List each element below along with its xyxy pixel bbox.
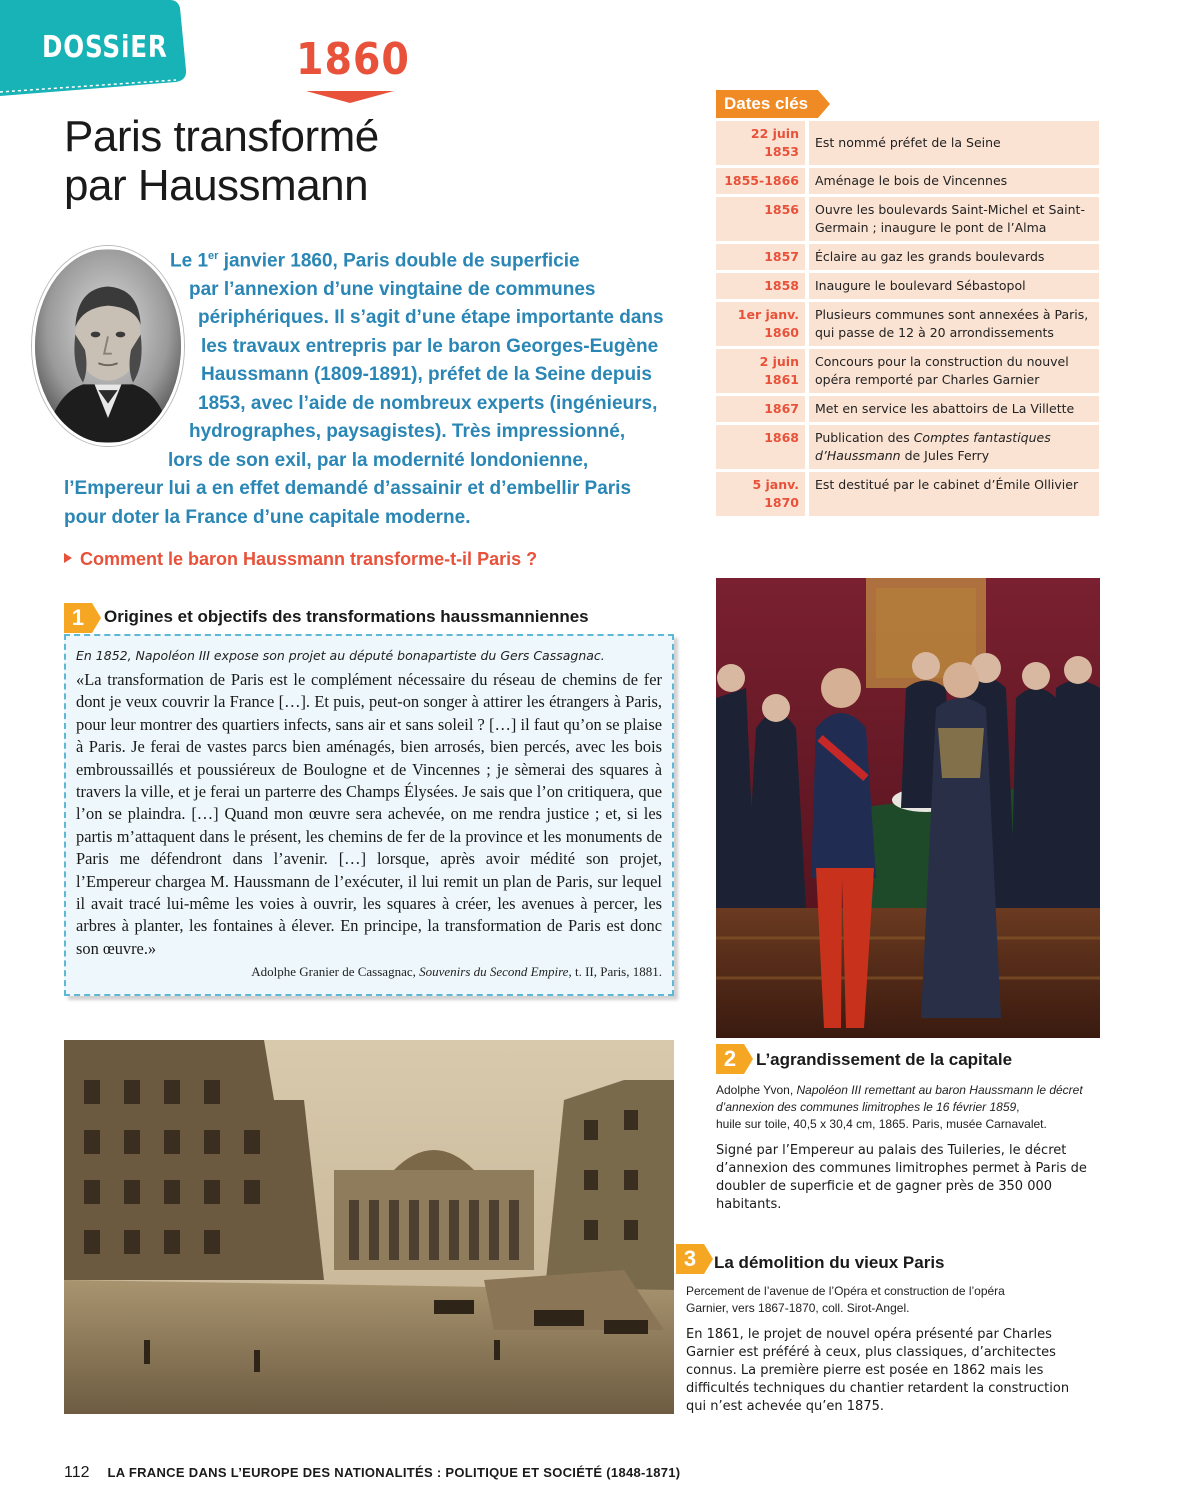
date-cell: 2 juin 1861	[716, 349, 809, 393]
event-cell: Plusieurs communes sont annexées à Paris, qui passe de 12 à 20 arrondissements	[809, 302, 1099, 346]
doc2-title: L’agrandissement de la capitale	[756, 1050, 1013, 1069]
intro-line-10: pour doter la France d’une capitale moderne.	[64, 506, 471, 528]
year-arrow	[306, 91, 394, 103]
dates-row	[716, 121, 1099, 165]
year-heading: 1860	[296, 34, 410, 85]
dates-table	[716, 118, 1099, 519]
dates-row	[716, 396, 1099, 422]
date-cell: 1er janv. 1860	[716, 302, 809, 346]
date-cell: 1855-1866	[716, 168, 809, 194]
doc1-intro: En 1852, Napoléon III expose son projet au député bonapartiste du Gers Cassagnac.	[76, 648, 605, 663]
date-cell: 1867	[716, 396, 809, 422]
dates-row	[716, 425, 1099, 469]
chapter-title: LA FRANCE DANS L’EUROPE DES NATIONALITÉS : POLITIQUE ET SOCIÉTÉ (1848-1871)	[107, 1465, 681, 1480]
intro-line-7: hydrographes, paysagistes). Très impressionné,	[189, 421, 626, 443]
page-title	[64, 112, 524, 210]
page-number: 112	[64, 1464, 90, 1481]
dossier-tab	[0, 0, 186, 100]
doc1-source: Adolphe Granier de Cassagnac, Souvenirs du Second Empire, t. II, Paris, 1881.	[251, 964, 662, 980]
event-cell: Est destitué par le cabinet d’Émile Ollivier	[809, 472, 1099, 516]
dates-row	[716, 168, 1099, 194]
event-cell: Publication des Comptes fantastiques d’Haussmann de Jules Ferry	[809, 425, 1099, 469]
event-cell: Ouvre les boulevards Saint-Michel et Saint-Germain ; inaugure le pont de l’Alma	[809, 197, 1099, 241]
intro-line-8: lors de son exil, par la modernité londonienne,	[168, 449, 589, 471]
dates-row	[716, 197, 1099, 241]
dates-row	[716, 302, 1099, 346]
intro-line-2: par l’annexion d’une vingtaine de communes	[189, 278, 596, 300]
intro-text	[64, 242, 664, 532]
intro-line-5: Haussmann (1809-1891), préfet de la Seine depuis	[201, 364, 652, 386]
intro-line-1: Le 1er janvier 1860, Paris double de superficie	[170, 250, 580, 272]
key-question: Comment le baron Haussmann transforme-t-il Paris ?	[64, 549, 537, 570]
date-cell: 1856	[716, 197, 809, 241]
intro-line-4: les travaux entrepris par le baron Georges-Eugène	[201, 335, 659, 357]
doc3-body: En 1861, le projet de nouvel opéra présenté par Charles Garnier est préféré à ceux, plus classiques, d’architectes connus. La première pierre est posée en 1862 mais les difficultés techniques du chantier retardent la construction qui n’est achevée qu’en 1875.	[686, 1327, 1070, 1414]
doc2-credit: Adolphe Yvon, Napoléon III remettant au baron Haussmann le décret d’annexion des communes limitrophes le 16 février 1859, huile sur toile, 40,5 x 30,4 cm, 1865. Paris, musée Carnavalet.	[716, 1083, 1083, 1131]
doc3-title: La démolition du vieux Paris	[714, 1253, 945, 1272]
doc1-number-badge: 1	[64, 603, 92, 633]
event-cell: Met en service les abattoirs de La Villette	[809, 396, 1099, 422]
date-cell: 1857	[716, 244, 809, 270]
date-cell: 22 juin 1853	[716, 121, 809, 165]
date-cell: 5 janv. 1870	[716, 472, 809, 516]
doc1-quote-box	[64, 634, 674, 996]
doc1-quote-text: «La transformation de Paris est le complément nécessaire du réseau de chemins de fer dont je veux couvrir la France […]. Et puis, peut-on songer à attirer les étrangers à Paris, pour leur montrer des quartiers infects, sans air et sans soleil ? […] il faut qu’on se plaise à Paris. Je ferai de vastes parcs bien aménagés, bien arrosés, bien percés, avec les bois embroussaillés et poussiéreux de Boulogne et de Vincennes ; je sèmerai des squares à travers la ville, et je ferai un parterre des Champs Élysées. Je sais que l’on critiquera, que l’on se plaindra. […] Quand mon œuvre sera achevée, on me rendra justice ; et, si les partis m’attaquent dans le présent, les chemins de fer de la province et les monuments de Paris me défendront dans l’avenir. […] lorsque, après avoir médité son projet, l’Empereur chargea M. Haussmann de l’exécuter, il lui remit un plan de Paris, sur lequel il avait tracé lui-même les voies à ouvrir, les squares à créer, les avenues à percer, les arbres à planter, les fontaines à élever. En principe, la transformation de Paris est donc son œuvre.»	[76, 670, 662, 958]
date-cell: 1868	[716, 425, 809, 469]
doc3-credit: Percement de l’avenue de l’Opéra et construction de l’opéra Garnier, vers 1867-1870, coll. Sirot-Angel.	[686, 1284, 1005, 1315]
event-cell: Inaugure le boulevard Sébastopol	[809, 273, 1099, 299]
dossier-label: DOSSiER	[42, 30, 168, 65]
doc1-title: Origines et objectifs des transformations haussmanniennes	[104, 607, 589, 626]
intro-line-9: l’Empereur lui a en effet demandé d’assainir et d’embellir Paris	[64, 478, 632, 500]
doc2-body: Signé par l’Empereur au palais des Tuileries, le décret d’annexion des communes limitrophes permet à Paris de doubler de superficie et de gagner près de 350 000 habitants.	[716, 1143, 1087, 1212]
dates-row	[716, 472, 1099, 516]
yvon-painting	[716, 578, 1100, 1038]
event-cell: Concours pour la construction du nouvel opéra remporté par Charles Garnier	[809, 349, 1099, 393]
opera-construction-photo	[64, 1040, 674, 1414]
intro-line-3: périphériques. Il s’agit d’une étape importante dans	[198, 307, 664, 329]
triangle-bullet-icon	[64, 553, 72, 563]
event-cell: Aménage le bois de Vincennes	[809, 168, 1099, 194]
doc3-number-badge: 3	[676, 1244, 704, 1274]
dates-label: Dates clés	[716, 90, 818, 118]
title-line-2: par Haussmann	[64, 161, 369, 210]
dates-row	[716, 244, 1099, 270]
dates-row	[716, 349, 1099, 393]
event-cell: Éclaire au gaz les grands boulevards	[809, 244, 1099, 270]
title-line-1: Paris transformé	[64, 112, 379, 161]
dates-row	[716, 273, 1099, 299]
page-footer	[64, 1464, 680, 1482]
date-cell: 1858	[716, 273, 809, 299]
event-cell: Est nommé préfet de la Seine	[809, 121, 1099, 165]
doc2-number-badge: 2	[716, 1044, 744, 1074]
intro-line-6: 1853, avec l’aide de nombreux experts (ingénieurs,	[198, 392, 658, 414]
